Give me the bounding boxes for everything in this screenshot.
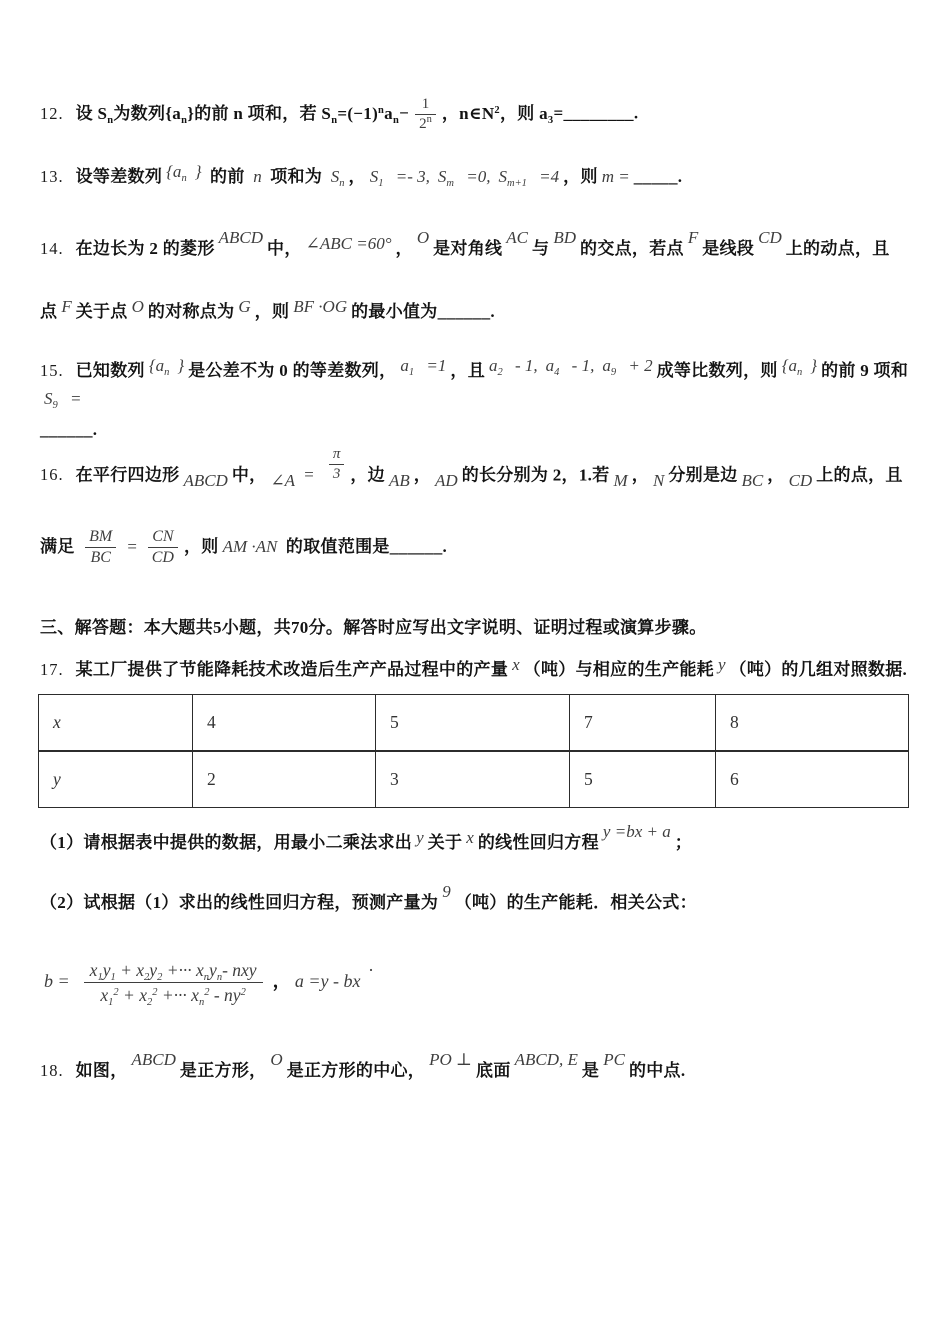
fraction-numerator: [85, 528, 116, 548]
text-run: AC: [506, 228, 529, 247]
text-run: +··· $x_n^2$: [157, 985, 210, 1009]
text-run: =: [126, 536, 138, 556]
text-run: BD: [553, 228, 577, 247]
table-cell: 3: [376, 751, 570, 808]
text-run: }: [177, 356, 185, 375]
text-run: 设等差数列: [75, 167, 163, 186]
text-run: 1: [421, 96, 430, 112]
text-run: AD: [435, 471, 458, 491]
text-run: 某工厂提供了节能降耗技术改造后生产产品过程中的产量: [75, 660, 509, 679]
text-run: ∠A: [270, 471, 296, 491]
fraction: [415, 96, 436, 134]
text-run: BC: [90, 549, 111, 567]
text-run: O: [416, 228, 430, 247]
text-run: }: [810, 356, 818, 375]
fraction-denominator: [148, 548, 178, 567]
text-run: $=(-1)^n$: [337, 103, 385, 123]
text-run: ，: [348, 167, 366, 186]
text-run: 与: [532, 239, 550, 258]
text-run: M: [613, 471, 628, 491]
text-run: BC: [741, 471, 764, 491]
text-run: $a_n$: [384, 103, 400, 126]
text-run: $a_2$: [489, 356, 503, 378]
text-run: 分别是边: [668, 465, 738, 485]
text-run: m =: [601, 167, 630, 186]
text-run: （吨）的生产能耗．相关公式：: [454, 893, 697, 912]
text-run: 关于点: [75, 302, 128, 321]
text-run: 的前 9 项和: [821, 361, 909, 380]
text-run: 的长分别为 2，1.若: [461, 465, 610, 485]
text-run: BM: [89, 528, 113, 545]
text-run: 在平行四边形: [75, 465, 180, 485]
fraction: [148, 528, 178, 568]
text-run: _____.: [633, 167, 683, 186]
text-run: 的线性回归方程: [477, 833, 599, 852]
text-run: CD: [758, 228, 782, 247]
section-3-heading: 三、解答题：本大题共5小题，共70分。解答时应写出文字说明、证明过程或演算步骤。: [40, 618, 707, 637]
text-run: 关于: [427, 833, 463, 852]
text-run: $S_9$: [44, 389, 58, 412]
text-run: BF ·OG: [293, 297, 348, 316]
text-run: ，边: [350, 465, 385, 485]
text-run: 底面: [476, 1061, 511, 1080]
text-run: $a_1$: [400, 356, 415, 378]
problem-16-line-1: [40, 446, 918, 495]
table-row-y: [39, 751, 909, 808]
text-run: ，且: [450, 361, 485, 380]
text-run: N: [653, 471, 665, 491]
text-run: $a_4$: [545, 356, 560, 378]
problem-17-part-1: [40, 818, 918, 857]
text-run: 上的动点，且: [785, 239, 890, 258]
text-run: 是对角线: [433, 239, 503, 258]
table-cell: 4: [193, 695, 376, 752]
text-run: 17.: [40, 660, 64, 679]
problem-18: [40, 1046, 918, 1085]
text-run: =0,: [462, 167, 491, 186]
table-cell: 7: [570, 695, 716, 752]
text-run: 13.: [40, 167, 64, 186]
problem-17-part-2: [40, 878, 918, 917]
text-run: （吨）与相应的生产能耗: [523, 660, 714, 679]
problem-14-line-1: [40, 224, 918, 263]
text-run: F: [61, 297, 72, 316]
problem-12: [40, 96, 918, 134]
table-cell: x: [39, 695, 193, 752]
text-run: $S_{m+1}$: [498, 167, 527, 189]
text-run: 9: [442, 882, 451, 901]
text-run: $S_n$: [330, 167, 345, 189]
text-run: ，: [767, 465, 785, 485]
fraction: [85, 528, 116, 568]
text-run: ，: [631, 465, 649, 485]
text-run: 是正方形，: [179, 1061, 267, 1080]
text-run: {$a_n$: [166, 162, 187, 184]
problem-15-line-1: [40, 352, 918, 418]
text-run: 16.: [40, 465, 64, 485]
text-run: 中，: [231, 465, 267, 485]
text-run: {$a_n$: [781, 356, 803, 378]
text-run: ，: [413, 465, 432, 485]
text-run: n: [253, 167, 262, 186]
text-run: 成等比数列，则: [656, 361, 778, 380]
text-run: $y_1$: [102, 960, 116, 984]
text-run: 的前: [205, 167, 250, 186]
text-run: ABCD, E: [514, 1050, 578, 1069]
text-run: ABCD: [131, 1050, 176, 1069]
text-run: 是公差不为 0 的等差数列，: [188, 361, 397, 380]
fraction-numerator: [329, 446, 345, 465]
text-run: + 2: [624, 356, 653, 375]
text-run: + $x_2^2$: [118, 985, 158, 1009]
text-run: =- 3,: [391, 167, 430, 186]
text-run: π: [332, 446, 341, 462]
text-run: - nxy: [222, 960, 257, 981]
text-run: PC: [603, 1050, 625, 1069]
text-run: 的中点.: [628, 1061, 686, 1080]
text-run: +··· $x_n$: [162, 960, 210, 984]
table-row-x: [39, 695, 909, 752]
text-run: 满足: [40, 536, 80, 556]
text-run: - 1,: [567, 356, 595, 375]
text-run: 12.: [40, 103, 64, 123]
text-run: $S_m$: [437, 167, 454, 189]
text-run: −: [399, 103, 410, 123]
text-run: ，: [272, 971, 291, 991]
text-run: 18.: [40, 1061, 64, 1080]
text-run: ；: [674, 833, 693, 852]
text-run: 3: [332, 466, 341, 483]
text-run: $a_9$: [602, 356, 617, 378]
text-run: 如图，: [75, 1061, 128, 1080]
table-cell: 5: [376, 695, 570, 752]
text-run: ，$n\in N^2$: [441, 103, 500, 123]
text-run: O: [270, 1050, 283, 1069]
fraction-numerator: [148, 528, 178, 548]
text-run: ·: [368, 960, 373, 980]
regression-formula: [40, 956, 918, 1008]
text-run: ，: [395, 239, 413, 258]
fraction-denominator: [85, 548, 116, 567]
text-run: y: [717, 655, 726, 674]
text-run: 为数列{$a_n$: [113, 103, 188, 126]
fraction-numerator: [415, 96, 436, 115]
text-run: + $x_2$: [115, 960, 150, 984]
text-run: }: [194, 162, 202, 181]
text-run: x: [512, 655, 520, 674]
fraction: [84, 958, 263, 1007]
text-run: 是正方形的中心，: [286, 1061, 426, 1080]
text-run: 是线段: [702, 239, 755, 258]
text-run: {$a_n$: [148, 356, 170, 378]
text-run: CN: [152, 528, 174, 545]
text-run: ______.: [40, 420, 98, 439]
problem-16-line-2: [40, 528, 918, 568]
text-run: y =bx + a: [602, 822, 671, 841]
text-run: CD: [151, 549, 174, 567]
text-run: 在边长为 2 的菱形: [75, 239, 215, 258]
text-run: G: [238, 297, 251, 316]
text-run: =1: [422, 356, 447, 375]
text-run: ，则: [563, 167, 598, 186]
text-run: CD: [788, 471, 813, 491]
text-run: $x_1^2$: [100, 985, 119, 1009]
text-run: ，则 $a_3$: [499, 103, 554, 126]
text-run: $y_2$: [149, 960, 163, 984]
text-run: }的前 n 项和，若 $S_n$: [187, 103, 338, 126]
text-run: 14.: [40, 239, 64, 258]
fraction-numerator: [84, 958, 263, 983]
text-run: x: [466, 828, 474, 847]
text-run: a =y - bx: [294, 971, 361, 991]
problem-13: [40, 158, 918, 191]
text-run: 上的点，且: [816, 465, 903, 485]
text-run: ∠ABC =60°: [305, 234, 392, 253]
data-table: [38, 694, 909, 808]
text-run: y: [416, 828, 424, 847]
text-run: O: [131, 297, 144, 316]
text-run: 设 $S_n$: [75, 103, 114, 126]
text-run: （吨）的几组对照数据.: [729, 660, 908, 679]
text-run: F: [687, 228, 699, 247]
table-cell: y: [39, 751, 193, 808]
text-run: - $ny^2$: [209, 985, 246, 1006]
text-run: 的最小值为______.: [351, 302, 495, 321]
text-run: b =: [44, 971, 70, 991]
text-run: - 1,: [510, 356, 538, 375]
text-run: ，则: [183, 536, 219, 556]
text-run: 点: [40, 302, 58, 321]
fraction-denominator: [329, 465, 345, 483]
text-run: AB: [388, 471, 410, 491]
problem-14-line-2: [40, 293, 918, 326]
text-run: 项和为: [265, 167, 327, 186]
text-run: =: [65, 389, 82, 409]
text-run: （1）请根据表中提供的数据，用最小二乘法求出: [40, 833, 413, 852]
table-cell: 2: [193, 751, 376, 808]
text-run: 15.: [40, 361, 64, 380]
problem-15-line-2: [40, 416, 918, 444]
fraction: [329, 446, 345, 484]
text-run: ，则: [254, 302, 290, 321]
fraction-denominator: [415, 115, 436, 133]
text-run: =4: [534, 167, 560, 186]
text-run: （2）试根据（1）求出的线性回归方程，预测产量为: [40, 893, 439, 912]
text-run: ABCD: [218, 228, 264, 247]
text-run: AM ·AN: [222, 536, 278, 556]
text-run: 已知数列: [75, 361, 145, 380]
text-run: $x_1$: [89, 960, 103, 984]
text-run: 的对称点为: [147, 302, 235, 321]
text-run: =: [303, 465, 319, 485]
text-run: 中，: [267, 239, 302, 258]
problem-17-intro: [40, 651, 918, 684]
text-run: $S_1$: [369, 167, 384, 189]
table-cell: 8: [716, 695, 909, 752]
text-run: ABCD: [183, 471, 228, 491]
text-run: 2$^n$: [419, 114, 432, 133]
text-run: PO ⊥: [429, 1050, 473, 1069]
text-run: 的取值范围是______.: [281, 536, 448, 556]
table-cell: 6: [716, 751, 909, 808]
fraction-denominator: [84, 983, 263, 1007]
text-run: 是: [581, 1061, 600, 1080]
text-run: =________.: [553, 103, 639, 123]
text-run: $y_n$: [209, 960, 223, 984]
text-run: 的交点，若点: [580, 239, 684, 258]
table-cell: 5: [570, 751, 716, 808]
